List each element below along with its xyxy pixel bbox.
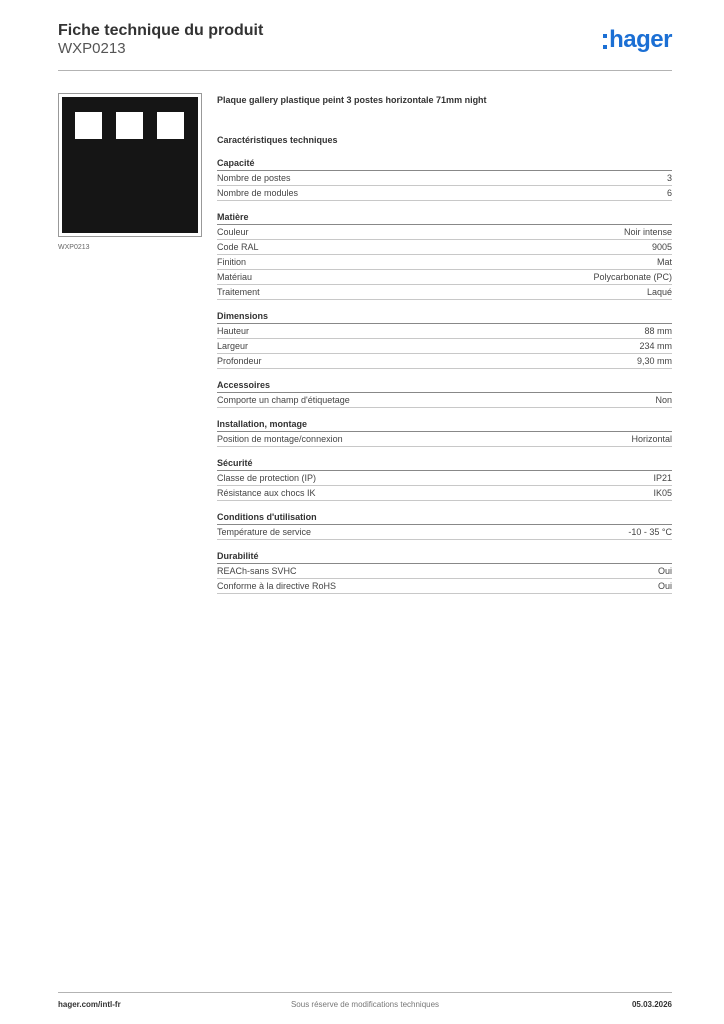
spec-value: Mat bbox=[656, 257, 672, 267]
product-reference: WXP0213 bbox=[58, 40, 126, 57]
spec-value: 234 mm bbox=[639, 341, 672, 351]
spec-group-title: Sécurité bbox=[217, 457, 672, 471]
specs-title: Caractéristiques techniques bbox=[217, 135, 338, 145]
spec-group bbox=[217, 310, 672, 369]
spec-row bbox=[217, 171, 672, 186]
spec-row bbox=[217, 285, 672, 300]
spec-label: Matériau bbox=[217, 272, 253, 282]
logo-mark-icon bbox=[603, 34, 607, 49]
spec-value: IP21 bbox=[653, 473, 672, 483]
spec-value: Laqué bbox=[646, 287, 672, 297]
spec-value: Horizontal bbox=[631, 434, 672, 444]
spec-label: Largeur bbox=[217, 341, 249, 351]
spec-group bbox=[217, 511, 672, 540]
spec-group bbox=[217, 550, 672, 594]
spec-row bbox=[217, 186, 672, 201]
spec-group-title: Capacité bbox=[217, 157, 672, 171]
spec-group bbox=[217, 418, 672, 447]
spec-content bbox=[217, 95, 672, 594]
spec-value: Noir intense bbox=[623, 227, 672, 237]
spec-group-title: Installation, montage bbox=[217, 418, 672, 432]
footer-disclaimer: Sous réserve de modifications techniques bbox=[290, 1000, 440, 1009]
page-header bbox=[58, 20, 672, 71]
spec-label: Température de service bbox=[217, 527, 312, 537]
spec-row bbox=[217, 579, 672, 594]
spec-row bbox=[217, 471, 672, 486]
plate-opening bbox=[116, 112, 143, 139]
spec-row bbox=[217, 432, 672, 447]
spec-value: -10 - 35 °C bbox=[628, 527, 672, 537]
spec-label: Nombre de modules bbox=[217, 188, 299, 198]
spec-group-title: Conditions d'utilisation bbox=[217, 511, 672, 525]
spec-value: 6 bbox=[666, 188, 672, 198]
spec-groups bbox=[217, 157, 672, 594]
spec-label: Traitement bbox=[217, 287, 260, 297]
page-footer bbox=[58, 992, 672, 1013]
plate-illustration bbox=[62, 97, 198, 233]
spec-row bbox=[217, 486, 672, 501]
product-image bbox=[58, 93, 202, 237]
logo-text: hager bbox=[609, 26, 672, 53]
spec-label: Hauteur bbox=[217, 326, 250, 336]
spec-label: Profondeur bbox=[217, 356, 262, 366]
spec-row bbox=[217, 354, 672, 369]
spec-row bbox=[217, 270, 672, 285]
image-caption: WXP0213 bbox=[58, 244, 90, 251]
spec-label: Code RAL bbox=[217, 242, 259, 252]
spec-group bbox=[217, 379, 672, 408]
spec-label: Conforme à la directive RoHS bbox=[217, 581, 337, 591]
spec-group bbox=[217, 211, 672, 300]
spec-label: Résistance aux chocs IK bbox=[217, 488, 316, 498]
product-name: Plaque gallery plastique peint 3 postes horizontale 71mm night bbox=[217, 95, 487, 105]
spec-row bbox=[217, 240, 672, 255]
spec-row bbox=[217, 225, 672, 240]
spec-value: 9005 bbox=[651, 242, 672, 252]
plate-opening bbox=[75, 112, 102, 139]
spec-row bbox=[217, 324, 672, 339]
spec-value: IK05 bbox=[653, 488, 672, 498]
spec-row bbox=[217, 525, 672, 540]
plate-opening bbox=[157, 112, 184, 139]
footer-date: 05.03.2026 bbox=[631, 1000, 672, 1009]
spec-value: Oui bbox=[657, 566, 672, 576]
spec-label: Couleur bbox=[217, 227, 249, 237]
document-title: Fiche technique du produit bbox=[58, 22, 264, 39]
spec-value: Non bbox=[655, 395, 672, 405]
spec-label: Position de montage/connexion bbox=[217, 434, 343, 444]
spec-value: 9,30 mm bbox=[636, 356, 672, 366]
spec-row bbox=[217, 339, 672, 354]
spec-group-title: Durabilité bbox=[217, 550, 672, 564]
spec-label: Classe de protection (IP) bbox=[217, 473, 317, 483]
spec-group-title: Accessoires bbox=[217, 379, 672, 393]
spec-label: REACh-sans SVHC bbox=[217, 566, 297, 576]
spec-group-title: Dimensions bbox=[217, 310, 672, 324]
hager-logo bbox=[603, 26, 672, 54]
spec-value: Polycarbonate (PC) bbox=[593, 272, 672, 282]
spec-label: Comporte un champ d'étiquetage bbox=[217, 395, 350, 405]
spec-row bbox=[217, 255, 672, 270]
spec-label: Finition bbox=[217, 257, 247, 267]
footer-website[interactable]: hager.com/intl-fr bbox=[58, 1000, 121, 1009]
spec-row bbox=[217, 393, 672, 408]
spec-value: Oui bbox=[657, 581, 672, 591]
spec-group bbox=[217, 457, 672, 501]
spec-group-title: Matière bbox=[217, 211, 672, 225]
spec-value: 88 mm bbox=[644, 326, 672, 336]
spec-group bbox=[217, 157, 672, 201]
spec-row bbox=[217, 564, 672, 579]
spec-label: Nombre de postes bbox=[217, 173, 291, 183]
spec-value: 3 bbox=[666, 173, 672, 183]
